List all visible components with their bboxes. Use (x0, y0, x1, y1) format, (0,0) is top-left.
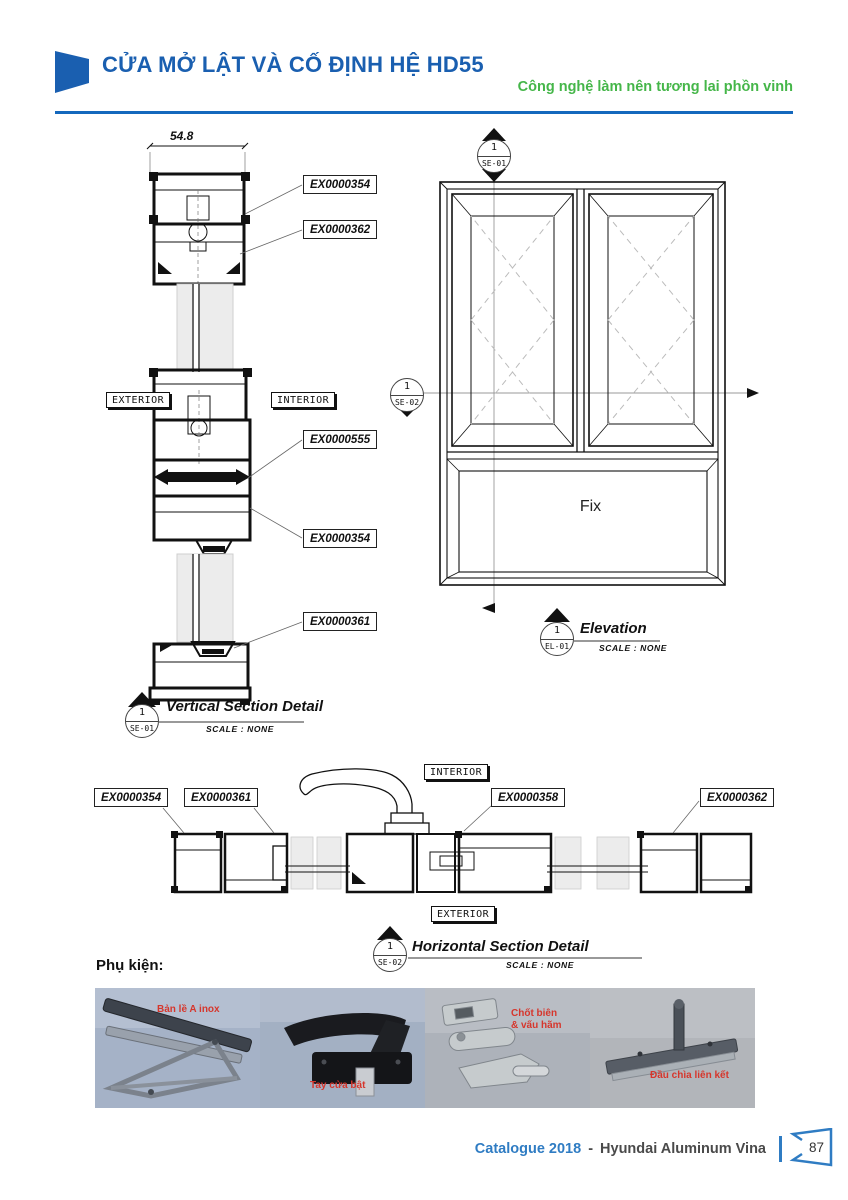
vertical-section-caption: Vertical Section Detail (166, 698, 324, 715)
footer-catalogue: Catalogue 2018 (474, 1141, 582, 1157)
interior-tag-horizontal: INTERIOR (424, 764, 488, 780)
page-footer (400, 1128, 835, 1170)
photo-friction-hinge (95, 988, 260, 1108)
fix-panel-label: Fix (579, 498, 602, 515)
photo-label-hinge: Bản lề A inox (157, 1004, 220, 1015)
page-title: CỬA MỞ LẬT VÀ CỐ ĐỊNH HỆ HD55 (102, 52, 484, 77)
part-label-ex0000361-h: EX0000361 (184, 788, 258, 807)
elevation-marker-el01: 1 EL-01 (540, 622, 574, 656)
part-label-ex0000362-h: EX0000362 (700, 788, 774, 807)
part-label-ex0000555: EX0000555 (303, 430, 377, 449)
section-marker-se02-elevation: 1 SE-02 (390, 378, 424, 412)
footer-company: Hyundai Aluminum Vina (600, 1141, 766, 1157)
elevation-caption: Elevation (580, 620, 647, 637)
latch-image (425, 988, 590, 1108)
part-label-ex0000361: EX0000361 (303, 612, 377, 631)
section-marker-se02-caption: 1 SE-02 (373, 938, 407, 972)
page-subtitle: Công nghệ làm nên tương lai phồn vinh (517, 79, 793, 95)
photo-connector (590, 988, 755, 1108)
page-number: 87 (808, 1140, 825, 1155)
horizontal-section-caption: Horizontal Section Detail (412, 938, 589, 955)
section-marker-se01-elevation: 1 SE-01 (477, 139, 511, 173)
vertical-section-scale: SCALE : NONE (205, 724, 275, 734)
exterior-tag-vertical: EXTERIOR (106, 392, 170, 408)
photo-latch-set (425, 988, 590, 1108)
connector-image (590, 988, 755, 1108)
exterior-tag-horizontal: EXTERIOR (431, 906, 495, 922)
photo-label-connector: Đầu chìa liên kết (650, 1070, 729, 1081)
footer-divider (779, 1136, 782, 1162)
elevation-scale: SCALE : NONE (598, 643, 668, 653)
part-label-ex0000354-mid: EX0000354 (303, 529, 377, 548)
photo-label-latch: Chốt biên & vấu hãm (511, 1008, 562, 1031)
part-label-ex0000358: EX0000358 (491, 788, 565, 807)
part-label-ex0000354-h: EX0000354 (94, 788, 168, 807)
accessories-heading: Phụ kiện: (96, 957, 164, 974)
accessories-photo-strip (95, 988, 755, 1108)
footer-separator: - (588, 1141, 594, 1157)
part-label-ex0000362: EX0000362 (303, 220, 377, 239)
part-label-ex0000354-top: EX0000354 (303, 175, 377, 194)
interior-tag-vertical: INTERIOR (271, 392, 335, 408)
photo-label-handle: Tay cửa bật (310, 1080, 366, 1091)
page-number-badge (789, 1128, 835, 1170)
section-marker-se01-vertical: 1 SE-01 (125, 704, 159, 738)
photo-handle (260, 988, 425, 1108)
horizontal-section-scale: SCALE : NONE (505, 960, 575, 970)
dimension-54-8: 54.8 (170, 129, 194, 143)
